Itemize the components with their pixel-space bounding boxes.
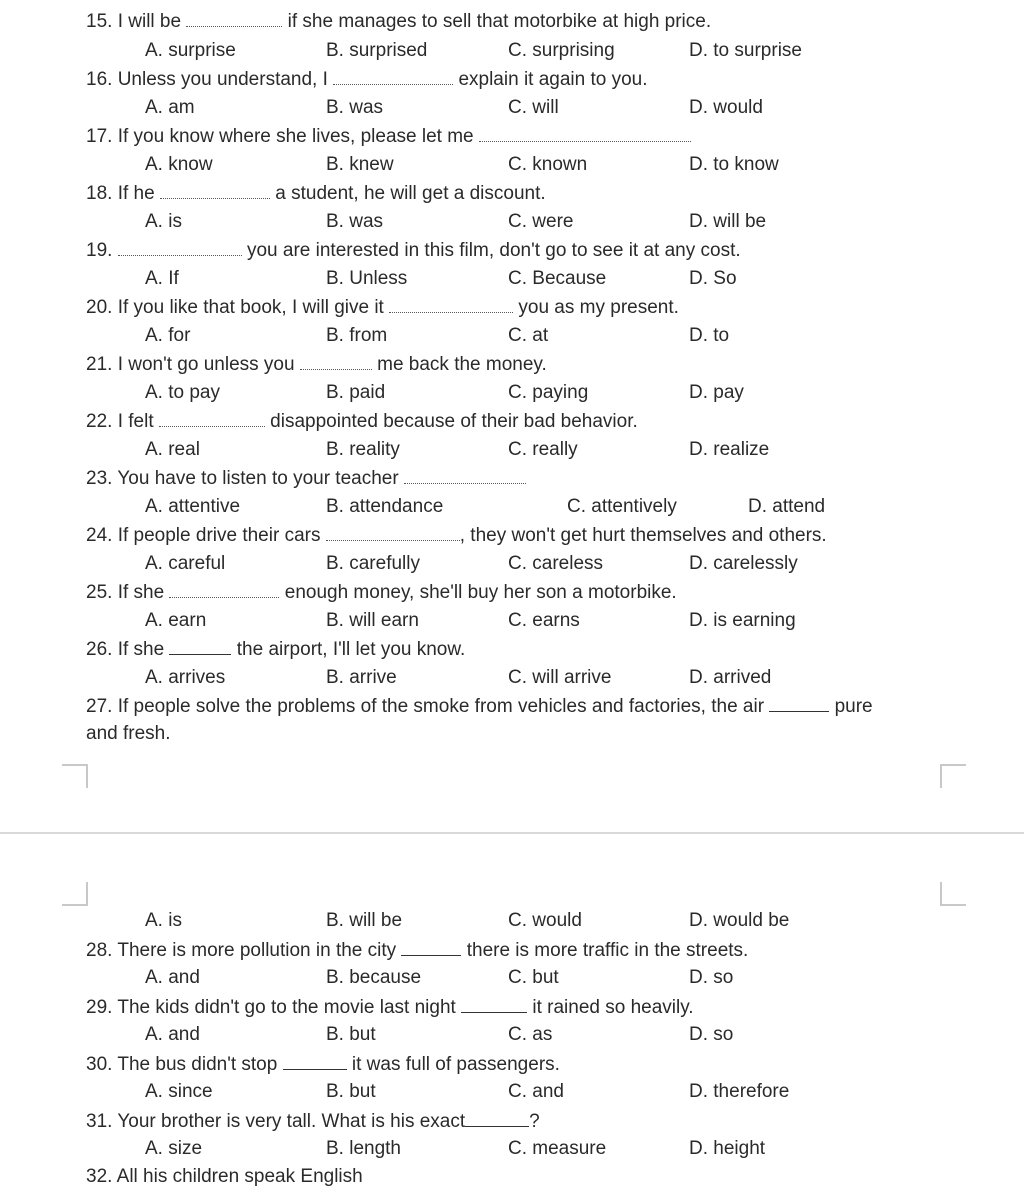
question-28 <box>86 939 748 962</box>
option-a: A. careful <box>145 553 226 574</box>
page-divider <box>0 832 1024 834</box>
option-d: D. carelessly <box>689 553 798 574</box>
answer-blank <box>404 467 526 484</box>
answer-blank <box>159 410 265 427</box>
option-c: C. will arrive <box>508 667 612 688</box>
question-text: The bus didn't stop <box>117 1054 278 1075</box>
question-18 <box>86 182 546 205</box>
question-text: there is more traffic in the streets. <box>466 940 749 961</box>
option-c: C. attentively <box>567 496 677 517</box>
option-b: B. arrive <box>326 667 397 688</box>
option-a: A. arrives <box>145 667 226 688</box>
option-a: A. surprise <box>145 40 236 61</box>
option-c: C. measure <box>508 1138 607 1159</box>
question-number: 28. <box>86 940 113 961</box>
answer-blank <box>326 524 460 541</box>
answer-blank <box>300 353 372 370</box>
option-b: B. knew <box>326 154 394 175</box>
option-b: B. from <box>326 325 388 346</box>
question-text: if she manages to sell that motorbike at high price. <box>287 11 712 32</box>
question-text: If she <box>117 639 165 660</box>
question-22 <box>86 410 638 433</box>
question-16 <box>86 68 648 91</box>
question-20 <box>86 296 679 319</box>
question-text: If he <box>117 183 155 204</box>
question-30 <box>86 1053 560 1076</box>
option-b: B. paid <box>326 382 386 403</box>
option-a: A. is <box>145 211 182 232</box>
option-a: A. is <box>145 910 182 931</box>
answer-blank <box>118 239 242 256</box>
option-d: D. pay <box>689 382 744 403</box>
question-text: If people drive their cars <box>117 525 321 546</box>
option-a: A. and <box>145 1024 200 1045</box>
option-c: C. would <box>508 910 582 931</box>
question-text: me back the money. <box>377 354 547 375</box>
option-d: D. to know <box>689 154 779 175</box>
answer-blank <box>160 182 270 199</box>
question-text: Unless you understand, I <box>117 69 328 90</box>
question-text: a student, he will get a discount. <box>275 183 546 204</box>
question-text: There is more pollution in the city <box>117 940 397 961</box>
question-17 <box>86 125 691 148</box>
question-text: enough money, she'll buy her son a motorbike. <box>284 582 677 603</box>
option-c: C. earns <box>508 610 580 631</box>
question-number: 26. <box>86 639 113 660</box>
option-d: D. will be <box>689 211 767 232</box>
answer-blank <box>465 1110 529 1127</box>
question-number: 15. <box>86 11 113 32</box>
question-text: the airport, I'll let you know. <box>236 639 466 660</box>
question-text: I will be <box>117 11 182 32</box>
option-b: B. was <box>326 97 384 118</box>
option-d: D. to surprise <box>689 40 802 61</box>
option-c: C. as <box>508 1024 553 1045</box>
question-number: 25. <box>86 582 113 603</box>
option-d: D. realize <box>689 439 770 460</box>
answer-blank <box>479 125 691 142</box>
question-text: If people solve the problems of the smoke from vehicles and factories, the air <box>117 696 765 717</box>
option-c: C. will <box>508 97 559 118</box>
option-b: B. but <box>326 1024 376 1045</box>
option-a: A. and <box>145 967 200 988</box>
option-c: C. surprising <box>508 40 615 61</box>
option-d: D. to <box>689 325 730 346</box>
option-a: A. size <box>145 1138 203 1159</box>
option-d: D. is earning <box>689 610 796 631</box>
option-c: C. really <box>508 439 578 460</box>
option-a: A. If <box>145 268 179 289</box>
option-c: C. were <box>508 211 574 232</box>
option-d: D. attend <box>748 496 826 517</box>
option-d: D. therefore <box>689 1081 790 1102</box>
answer-blank <box>169 581 279 598</box>
question-number: 24. <box>86 525 113 546</box>
question-text: pure <box>834 696 873 717</box>
option-b: B. carefully <box>326 553 420 574</box>
question-number: 31. <box>86 1111 113 1132</box>
option-c: C. known <box>508 154 588 175</box>
question-text: ? <box>529 1111 540 1132</box>
answer-blank <box>389 296 513 313</box>
option-b: B. attendance <box>326 496 444 517</box>
question-text: , they won't get hurt themselves and others. <box>459 525 827 546</box>
option-d: D. would <box>689 97 763 118</box>
option-a: A. to pay <box>145 382 220 403</box>
question-text: The kids didn't go to the movie last night <box>117 997 456 1018</box>
question-text: If she <box>117 582 165 603</box>
option-b: B. but <box>326 1081 376 1102</box>
option-b: B. will be <box>326 910 403 931</box>
question-text: If you know where she lives, please let me <box>117 126 474 147</box>
option-a: A. for <box>145 325 191 346</box>
option-d: D. arrived <box>689 667 772 688</box>
option-c: C. careless <box>508 553 604 574</box>
option-a: A. since <box>145 1081 213 1102</box>
crop-mark <box>940 764 966 788</box>
question-text: I felt <box>117 411 154 432</box>
answer-blank <box>401 939 461 956</box>
option-a: A. attentive <box>145 496 241 517</box>
question-29 <box>86 996 694 1019</box>
question-26 <box>86 638 465 661</box>
crop-mark <box>62 882 88 906</box>
answer-blank <box>169 638 231 655</box>
question-text: it was full of passengers. <box>351 1054 560 1075</box>
option-c: C. paying <box>508 382 589 403</box>
question-31 <box>86 1110 540 1133</box>
question-number: 22. <box>86 411 113 432</box>
question-text: it rained so heavily. <box>532 997 694 1018</box>
question-text: you as my present. <box>518 297 679 318</box>
option-c: C. Because <box>508 268 607 289</box>
question-number: 21. <box>86 354 113 375</box>
question-27 <box>86 695 873 718</box>
answer-blank <box>283 1053 347 1070</box>
answer-blank <box>333 68 453 85</box>
question-25 <box>86 581 677 604</box>
question-21 <box>86 353 547 376</box>
option-a: A. know <box>145 154 213 175</box>
answer-blank <box>186 10 282 27</box>
question-number: 17. <box>86 126 113 147</box>
option-d: D. height <box>689 1138 766 1159</box>
question-text: disappointed because of their bad behavior. <box>270 411 638 432</box>
option-c: C. at <box>508 325 549 346</box>
option-b: B. Unless <box>326 268 408 289</box>
option-b: B. was <box>326 211 384 232</box>
question-text: I won't go unless you <box>117 354 295 375</box>
option-a: A. earn <box>145 610 207 631</box>
question-15 <box>86 10 711 33</box>
option-b: B. because <box>326 967 422 988</box>
option-a: A. am <box>145 97 195 118</box>
option-d: D. so <box>689 1024 734 1045</box>
question-number: 18. <box>86 183 113 204</box>
option-c: C. and <box>508 1081 564 1102</box>
question-24 <box>86 524 827 547</box>
question-number: 27. <box>86 696 113 717</box>
option-d: D. would be <box>689 910 790 931</box>
option-d: D. So <box>689 268 737 289</box>
option-d: D. so <box>689 967 734 988</box>
answer-blank <box>769 695 829 712</box>
answer-blank <box>461 996 527 1013</box>
question-number: 29. <box>86 997 113 1018</box>
question-19 <box>86 239 741 262</box>
question-27-continued: and fresh. <box>86 723 171 744</box>
question-number: 23. <box>86 468 113 489</box>
question-text: explain it again to you. <box>458 69 648 90</box>
question-text: If you like that book, I will give it <box>117 297 384 318</box>
option-c: C. but <box>508 967 559 988</box>
option-b: B. length <box>326 1138 401 1159</box>
question-number: 16. <box>86 69 113 90</box>
question-number: 20. <box>86 297 113 318</box>
crop-mark <box>940 882 966 906</box>
question-number: 19. <box>86 240 113 261</box>
question-text: you are interested in this film, don't go to see it at any cost. <box>246 240 741 261</box>
option-b: B. surprised <box>326 40 428 61</box>
option-b: B. will earn <box>326 610 419 631</box>
question-32-cutoff: 32. All his children speak English <box>86 1166 363 1187</box>
question-23 <box>86 467 526 490</box>
question-text: Your brother is very tall. What is his exact <box>117 1111 466 1132</box>
option-a: A. real <box>145 439 200 460</box>
crop-mark <box>62 764 88 788</box>
option-b: B. reality <box>326 439 400 460</box>
question-number: 30. <box>86 1054 113 1075</box>
question-text: You have to listen to your teacher <box>117 468 399 489</box>
